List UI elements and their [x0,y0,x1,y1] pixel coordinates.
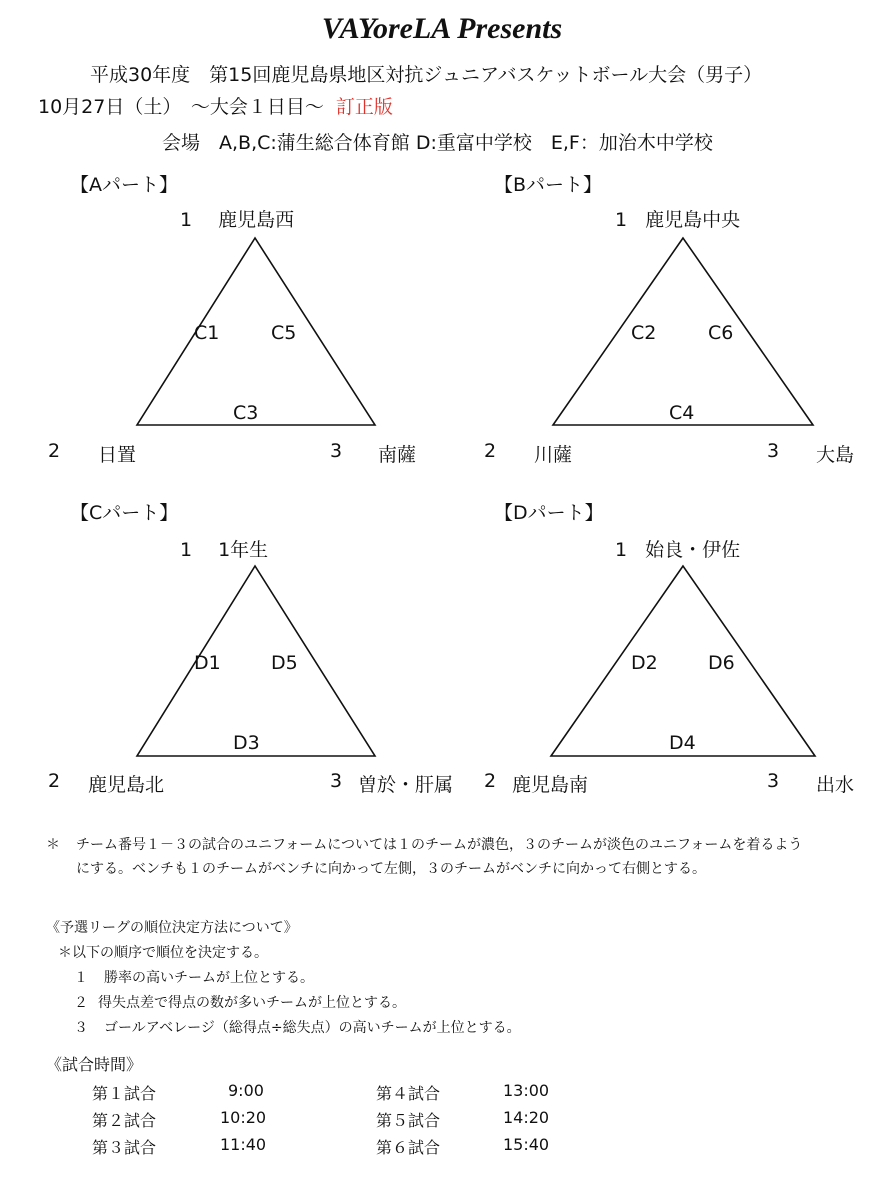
team-number: 3 [330,440,343,462]
team-name: 鹿児島中央 [645,209,741,231]
game-slot-time: 13:00 [503,1081,550,1100]
game-slot-label: 第５試合 [376,1111,441,1130]
document-title: VAYoreLA Presents [321,12,563,45]
note-line: チーム番号１－３の試合のユニフォームについては１のチームが濃色，３のチームが淡色のユニフォームを着るよう [76,837,803,853]
rule-text: 得失点差で得点の数が多いチームが上位とする。 [98,995,406,1011]
game-slot-label: 第３試合 [92,1138,157,1157]
rule-text: 勝率の高いチームが上位とする。 [104,970,314,986]
team-1 [615,535,740,562]
part-d-triangle [551,566,815,756]
part-title: 【Bパート】 [494,174,603,196]
team-name: 鹿児島西 [218,209,295,231]
game-slot-time: 11:40 [220,1135,267,1154]
game-label: D2 [631,652,658,674]
note-mark: ＊ [46,837,60,853]
game-label: C3 [233,402,259,424]
tournament-name: 平成30年度 第15回鹿児島県地区対抗ジュニアバスケットボール大会（男子） [90,64,763,86]
team-number: 2 [484,770,497,792]
team-name: 始良・伊佐 [645,539,741,561]
game-slot-label: 第２試合 [92,1111,157,1130]
game-label: D3 [233,732,260,754]
team-1 [615,205,740,232]
ranking-rule [74,992,406,1012]
ranking-rule [74,967,314,987]
rule-text: ゴールアベレージ（総得点÷総失点）の高いチームが上位とする。 [104,1020,521,1036]
note-line: にする。ベンチも１のチームがベンチに向かって左側，３のチームがベンチに向かって右側とする。 [76,861,706,877]
team-name: 大島 [816,444,855,466]
revision-label: 訂正版 [335,96,393,118]
game-label: D4 [669,732,696,754]
rule-number: ２ [74,995,88,1011]
team-number: 1 [180,539,193,561]
team-name: 曽於・肝属 [358,774,454,796]
section-heading: 《予選リーグの順位決定方法について》 [46,920,298,936]
game-label: C5 [271,322,297,344]
section-heading: 《試合時間》 [46,1055,143,1074]
game-label: C2 [631,322,657,344]
part-a-triangle [137,238,375,425]
team-1 [180,205,294,232]
team-number: 1 [615,209,628,231]
team-name: 鹿児島北 [88,774,165,796]
game-label: C4 [669,402,695,424]
game-slot-label: 第４試合 [376,1084,441,1103]
ranking-intro: ＊以下の順序で順位を決定する。 [58,945,268,961]
part-c-triangle [137,566,375,756]
team-number: 3 [767,440,780,462]
game-slot-time: 9:00 [228,1081,264,1100]
part-title: 【Dパート】 [494,502,604,524]
game-label: D5 [271,652,298,674]
venue-line: 会場 A,B,C:蒲生総合体育館 D:重富中学校 E,F：加治木中学校 [162,132,713,154]
rule-number: １ [74,970,88,986]
game-slot-time: 15:40 [503,1135,550,1154]
game-label: D6 [708,652,735,674]
game-slot-label: 第６試合 [376,1138,441,1157]
game-label: D1 [194,652,221,674]
event-date: 10月27日（土） ～大会１日目～ [38,96,324,118]
team-number: 1 [180,209,193,231]
team-number: 2 [48,440,61,462]
team-name: 出水 [816,774,855,796]
team-name: 日置 [98,444,137,466]
part-b-triangle [553,238,813,425]
team-1 [180,535,268,562]
game-slot-label: 第１試合 [92,1084,157,1103]
team-name: 川薩 [534,444,573,466]
game-slot-time: 10:20 [220,1108,267,1127]
team-name: 南薩 [378,444,417,466]
team-number: 2 [48,770,61,792]
game-slot-time: 14:20 [503,1108,550,1127]
team-name: 1年生 [218,539,269,561]
team-number: 3 [330,770,343,792]
team-number: 1 [615,539,628,561]
game-label: C1 [194,322,220,344]
part-title: 【Aパート】 [70,174,178,196]
game-label: C6 [708,322,734,344]
rule-number: ３ [74,1020,88,1036]
team-name: 鹿児島南 [512,774,589,796]
team-number: 2 [484,440,497,462]
part-title: 【Cパート】 [70,502,179,524]
team-number: 3 [767,770,780,792]
ranking-rule [74,1017,521,1037]
